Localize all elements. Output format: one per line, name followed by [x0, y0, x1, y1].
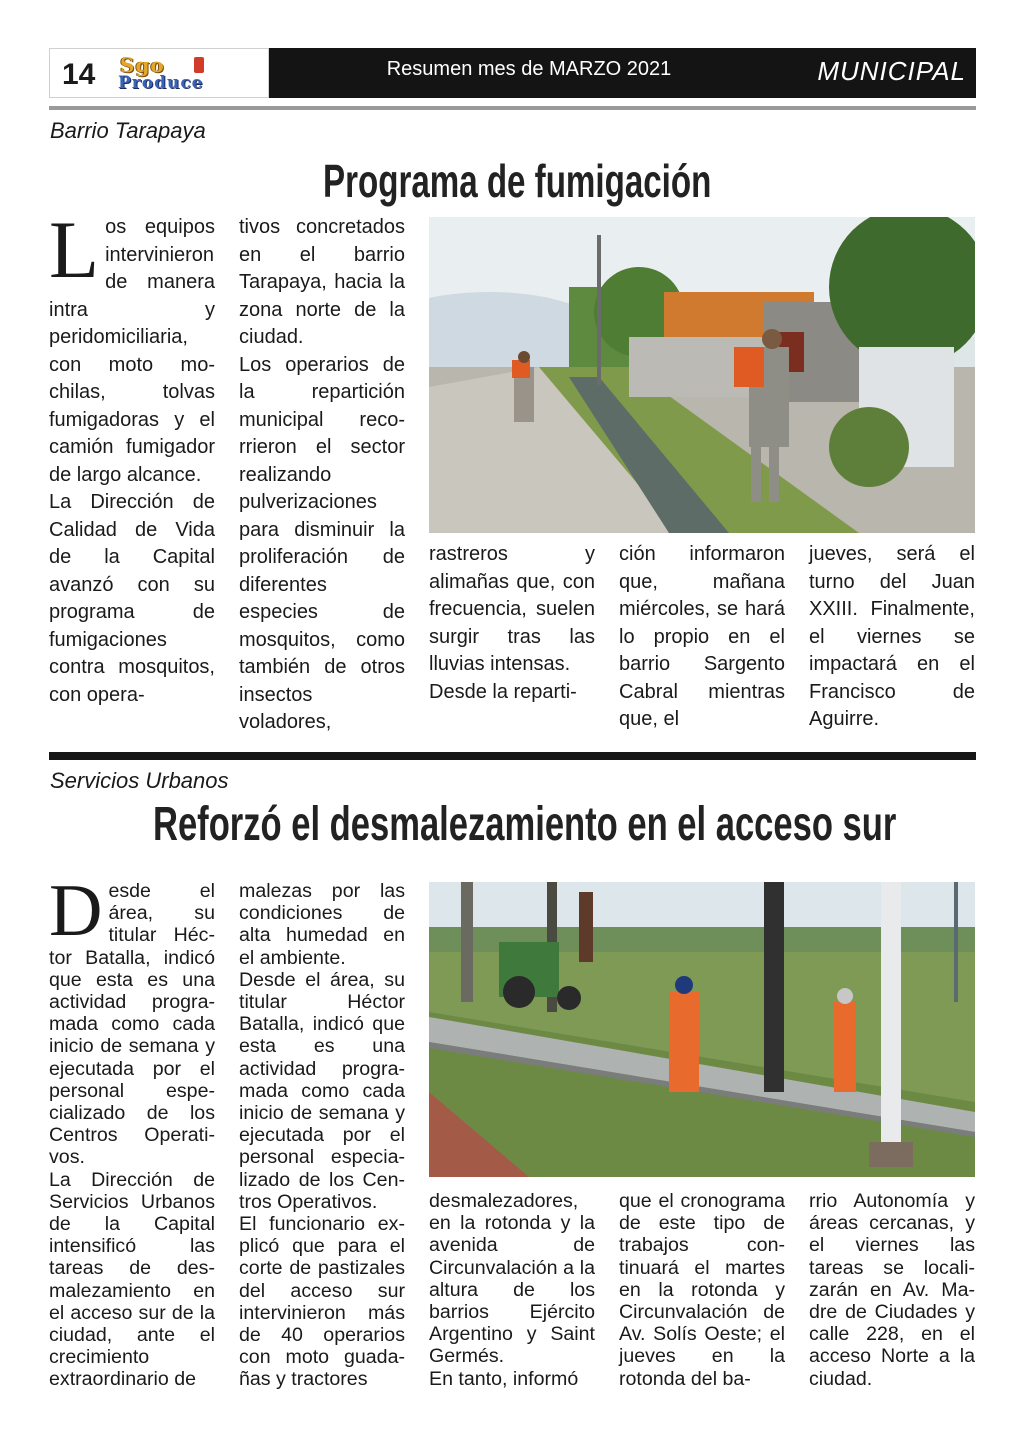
article1-col3-p1: rastreros y alimañas que, con frecuencia, suelen surgir tras las lluvias intensas. — [429, 543, 595, 675]
article2-column-2 — [239, 880, 405, 1391]
article1-col4: ción informaron que, mañana miércoles, se hará lo propio en el barrio Sargento Cabral mientras que, el — [619, 543, 785, 730]
article2-col2-p2: Desde el área, su titular Héctor Batalla, indicó que esta es una actividad programada como cada inicio de semana y ejecutada por el personal especializado de los Centros Operativos. — [239, 968, 405, 1213]
article1-col1-p2: La Dirección de Calidad de Vida de la Capital avanzó con su programa de fumigaciones contra mosquitos, con opera- — [49, 491, 215, 706]
article2-column-1 — [49, 870, 215, 1391]
issue-title: Resumen mes de MARZO 2021 — [386, 58, 672, 80]
article2-col3-p2: En tanto, informó — [429, 1367, 579, 1390]
logo-mark-icon — [194, 57, 204, 73]
article2-col1-p2: La Dirección de Servicios Urbanos de la Capital intensificó las tareas de desmalezamiento en el acceso sur de la ciudad, ante el crecimiento extraordinario de — [49, 1168, 215, 1391]
article1-col5: jueves, será el turno del Juan XXIII. Finalmente, el viernes se impactará en el Francisco de Aguirre. — [809, 543, 975, 730]
article1-col2-p2: Los operarios de la repartición municipal recorrieron el sector realizando pulverizaciones para disminuir la proliferación de diferentes especies de mosquitos, como también de otros insectos voladores, — [239, 353, 405, 733]
article2-column-3 — [429, 1190, 595, 1390]
article2-kicker: Servicios Urbanos — [50, 768, 229, 793]
article2-col2-p1: malezas por las condiciones de alta humedad en el ambiente. — [239, 880, 405, 969]
article1-column-3 — [429, 541, 595, 706]
article1-column-1 — [49, 204, 215, 709]
article2-column-5 — [809, 1190, 975, 1390]
article1-col1-p1: os equipos intervinieron de manera intra y peridomiciliaria, con moto mochilas, tolvas fumigadoras y el camión fumigador de largo alcance. — [49, 216, 215, 486]
article2-dropcap: D — [49, 870, 103, 952]
article1-headline: Programa de fumigación — [323, 155, 712, 207]
article2-col2-p3: El funcionario explicó que para el corte de pastizales del acceso sur intervinieron más de 40 operarios con moto guadañas y tractores — [239, 1213, 405, 1391]
header-rule — [49, 106, 976, 110]
article2-col5: rrio Autonomía y áreas cercanas, y el viernes las tareas se localizarán en Av. Madre de Ciudades y calle 228, en el acceso Norte a la ciudad. — [809, 1190, 975, 1390]
article2-column-4 — [619, 1190, 785, 1390]
article2-col4: que el cronograma de este tipo de trabajos continuará el martes en la rotonda y Circunvalación de Av. Solís Oeste; el jueves en la rotonda del ba- — [619, 1190, 785, 1390]
logo-line2: Produce — [118, 73, 204, 93]
page-header — [49, 48, 976, 98]
fumigation-photo — [429, 217, 975, 533]
article2-headline: Reforzó el desmalezamiento en el acceso sur — [153, 798, 897, 851]
article1-col3-p2: Desde la reparti- — [429, 680, 577, 703]
article1-col2-p1: tivos concretados en el barrio Tarapaya, hacia la zona norte de la ciudad. — [239, 216, 405, 348]
mowing-photo — [429, 882, 975, 1177]
article1-column-4 — [619, 541, 785, 734]
publication-logo — [112, 55, 262, 95]
header-left-box — [49, 48, 269, 98]
article1-column-5 — [809, 541, 975, 734]
logo-line1: Sgo — [120, 53, 165, 77]
article2-col1-p1: esde el área, su titular Héctor Batalla, indicó que esta es una actividad programada como cada inicio de semana y ejecutada por el personal especializado de los Centros Operativos. — [49, 880, 215, 1169]
article-divider — [49, 752, 976, 760]
article2-col3-p1: desmalezadores, en la rotonda y la avenida de Circunvalación a la altura de los barrios Ejército Argentino y Saint Germés. — [429, 1190, 595, 1368]
page-number: 14 — [62, 58, 96, 91]
section-name: MUNICIPAL — [817, 56, 966, 86]
article1-column-2 — [239, 214, 405, 737]
article1-kicker: Barrio Tarapaya — [50, 118, 206, 143]
article1-dropcap: L — [49, 204, 100, 295]
